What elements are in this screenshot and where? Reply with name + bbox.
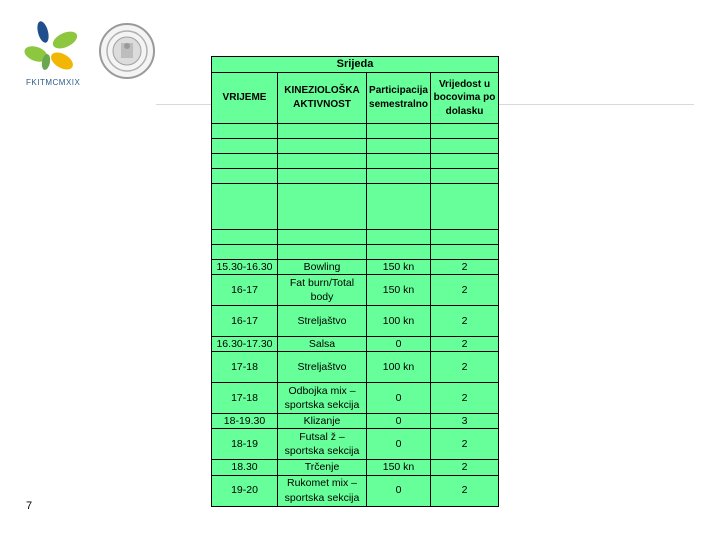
activity-cell: Streljaštvo [278,352,367,383]
value-cell: 2 [431,259,499,274]
column-header-row [212,72,499,123]
table-row [212,259,499,274]
day-header-row [212,57,499,73]
time-cell: 15.30-16.30 [212,259,278,274]
activity-cell: Rukomet mix – sportska sekcija [278,475,367,506]
table-row [212,275,499,306]
value-cell: 2 [431,429,499,460]
fkit-logo-text: FKITMCMXIX [26,78,81,87]
value-cell: 2 [431,352,499,383]
participation-cell: 0 [367,429,431,460]
empty-row [212,138,499,153]
activity-cell: Streljaštvo [278,306,367,337]
time-cell: 18-19 [212,429,278,460]
empty-row [212,244,499,259]
university-seal-icon [98,22,156,80]
time-cell: 17-18 [212,383,278,414]
empty-row [212,229,499,244]
value-cell: 2 [431,475,499,506]
empty-row [212,168,499,183]
table-row [212,475,499,506]
value-cell: 2 [431,275,499,306]
table-row [212,337,499,352]
table-row [212,383,499,414]
activity-cell: Salsa [278,337,367,352]
participation-cell: 150 kn [367,259,431,274]
header-participation: Participacija semestralno [367,72,431,123]
activity-cell: Klizanje [278,414,367,429]
activity-cell: Fat burn/Total body [278,275,367,306]
time-cell: 16-17 [212,275,278,306]
participation-cell: 0 [367,414,431,429]
value-cell: 2 [431,383,499,414]
day-title: Srijeda [212,57,499,73]
activity-cell: Odbojka mix – sportska sekcija [278,383,367,414]
table-row [212,460,499,475]
header-time: VRIJEME [212,72,278,123]
participation-cell: 150 kn [367,275,431,306]
empty-row [212,123,499,138]
activity-cell: Futsal ž – sportska sekcija [278,429,367,460]
table-row [212,352,499,383]
table-row [212,429,499,460]
empty-row [212,183,499,229]
table-row [212,414,499,429]
table-row [212,306,499,337]
header-value: Vrijedost u bocovima po dolasku [431,72,499,123]
time-cell: 18-19.30 [212,414,278,429]
activity-cell: Bowling [278,259,367,274]
header-activity: KINEZIOLOŠKA AKTIVNOST [278,72,367,123]
participation-cell: 0 [367,383,431,414]
participation-cell: 100 kn [367,306,431,337]
time-cell: 17-18 [212,352,278,383]
value-cell: 2 [431,460,499,475]
time-cell: 16.30-17.30 [212,337,278,352]
time-cell: 19-20 [212,475,278,506]
value-cell: 2 [431,337,499,352]
participation-cell: 100 kn [367,352,431,383]
participation-cell: 0 [367,337,431,352]
empty-row [212,153,499,168]
activity-cell: Trčenje [278,460,367,475]
schedule-table [211,56,499,507]
time-cell: 18.30 [212,460,278,475]
page-number: 7 [26,500,33,512]
value-cell: 2 [431,306,499,337]
value-cell: 3 [431,414,499,429]
time-cell: 16-17 [212,306,278,337]
participation-cell: 150 kn [367,460,431,475]
participation-cell: 0 [367,475,431,506]
